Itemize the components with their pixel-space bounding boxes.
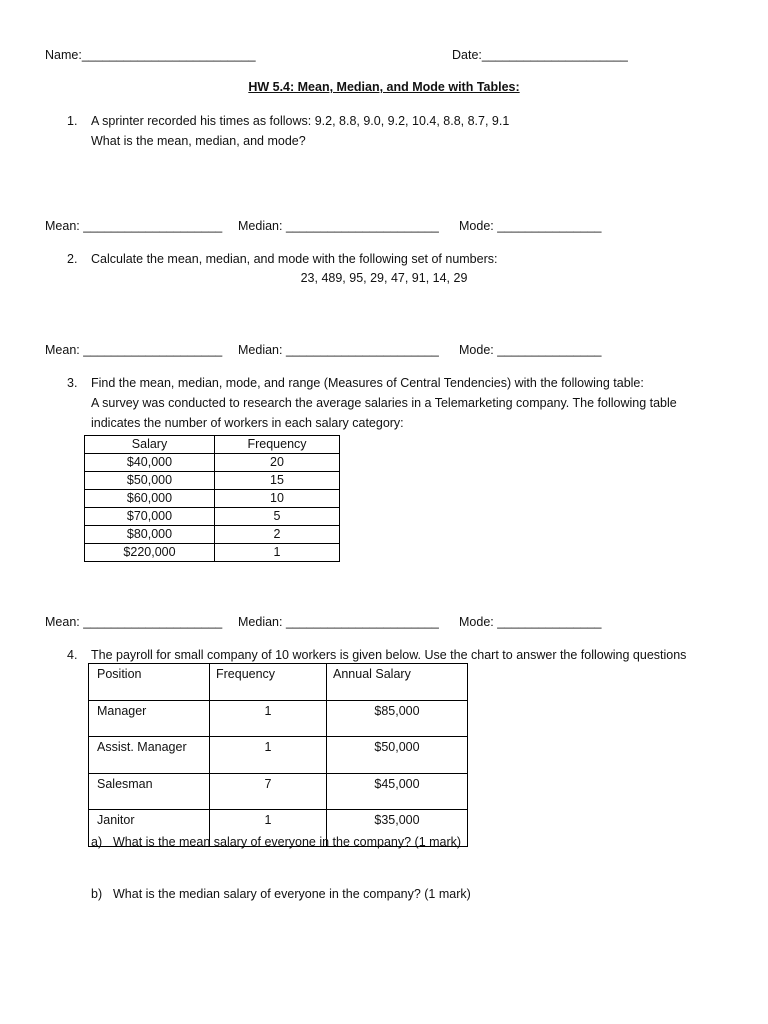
q2-median-line: Median: ______________________ [238, 343, 439, 357]
frequency-cell: 1 [215, 544, 340, 562]
frequency-cell: 10 [215, 490, 340, 508]
q2-text: Calculate the mean, median, and mode with the following set of numbers: [91, 252, 498, 266]
frequency-cell: 1 [210, 700, 327, 737]
table-row [85, 472, 340, 490]
annual-salary-cell: $85,000 [327, 700, 468, 737]
frequency-cell: 1 [210, 810, 327, 847]
salary-cell: $220,000 [85, 544, 215, 562]
annual-salary-cell: $45,000 [327, 773, 468, 810]
frequency-cell: 2 [215, 526, 340, 544]
frequency-cell: 20 [215, 454, 340, 472]
q3-mode-line: Mode: _______________ [459, 615, 602, 629]
annual-salary-cell: $50,000 [327, 737, 468, 774]
q2-number: 2. [67, 252, 78, 266]
table-row [89, 737, 468, 774]
q3-median-line: Median: ______________________ [238, 615, 439, 629]
table-row [85, 454, 340, 472]
table-row [85, 508, 340, 526]
q3-mean-line: Mean: ____________________ [45, 615, 223, 629]
table-header-row [89, 664, 468, 701]
frequency-cell: 5 [215, 508, 340, 526]
frequency-cell: 1 [210, 737, 327, 774]
position-cell: Salesman [89, 773, 210, 810]
q1-question: What is the mean, median, and mode? [91, 134, 306, 148]
q4a-text: What is the mean salary of everyone in the company? (1 mark) [113, 835, 462, 849]
salary-cell: $50,000 [85, 472, 215, 490]
frequency-cell: 15 [215, 472, 340, 490]
q2-mode-line: Mode: _______________ [459, 343, 602, 357]
q2-mean-line: Mean: ____________________ [45, 343, 223, 357]
q1-mode-line: Mode: _______________ [459, 219, 602, 233]
position-cell: Janitor [89, 810, 210, 847]
salary-table [84, 435, 340, 562]
salary-cell: $70,000 [85, 508, 215, 526]
salary-cell: $80,000 [85, 526, 215, 544]
table-header-frequency: Frequency [210, 664, 327, 701]
frequency-cell: 7 [210, 773, 327, 810]
q2-numbers: 23, 489, 95, 29, 47, 91, 14, 29 [300, 271, 468, 285]
q4-text: The payroll for small company of 10 workers is given below. Use the chart to answer the following questions [91, 648, 687, 662]
q1-number: 1. [67, 114, 78, 128]
q4b-label: b) [91, 887, 103, 901]
payroll-table [88, 663, 468, 847]
q1-mean-line: Mean: ____________________ [45, 219, 223, 233]
q4a-label: a) [91, 835, 103, 849]
annual-salary-cell: $35,000 [327, 810, 468, 847]
page-title: HW 5.4: Mean, Median, and Mode with Tables: [248, 80, 520, 94]
q4b-text: What is the median salary of everyone in the company? (1 mark) [113, 887, 471, 901]
table-row [85, 490, 340, 508]
q3-number: 3. [67, 376, 78, 390]
q3-text: Find the mean, median, mode, and range (Measures of Central Tendencies) with the following table: [91, 376, 644, 390]
q1-text: A sprinter recorded his times as follows: 9.2, 8.8, 9.0, 9.2, 10.4, 8.8, 8.7, 9.1 [91, 114, 510, 128]
q3-text-3: indicates the number of workers in each salary category: [91, 416, 404, 430]
position-cell: Manager [89, 700, 210, 737]
date-field: Date:_____________________ [452, 48, 628, 62]
position-cell: Assist. Manager [89, 737, 210, 774]
table-row [85, 544, 340, 562]
table-row [89, 700, 468, 737]
salary-cell: $60,000 [85, 490, 215, 508]
name-field: Name:_________________________ [45, 48, 256, 62]
table-header-annual-salary: Annual Salary [327, 664, 468, 701]
q3-text-2: A survey was conducted to research the average salaries in a Telemarketing company. The following table [91, 396, 677, 410]
table-header-salary: Salary [85, 436, 215, 454]
q4-number: 4. [67, 648, 78, 662]
table-header-row [85, 436, 340, 454]
table-row [89, 773, 468, 810]
table-header-frequency: Frequency [215, 436, 340, 454]
q1-median-line: Median: ______________________ [238, 219, 439, 233]
salary-cell: $40,000 [85, 454, 215, 472]
table-row [85, 526, 340, 544]
table-header-position: Position [89, 664, 210, 701]
